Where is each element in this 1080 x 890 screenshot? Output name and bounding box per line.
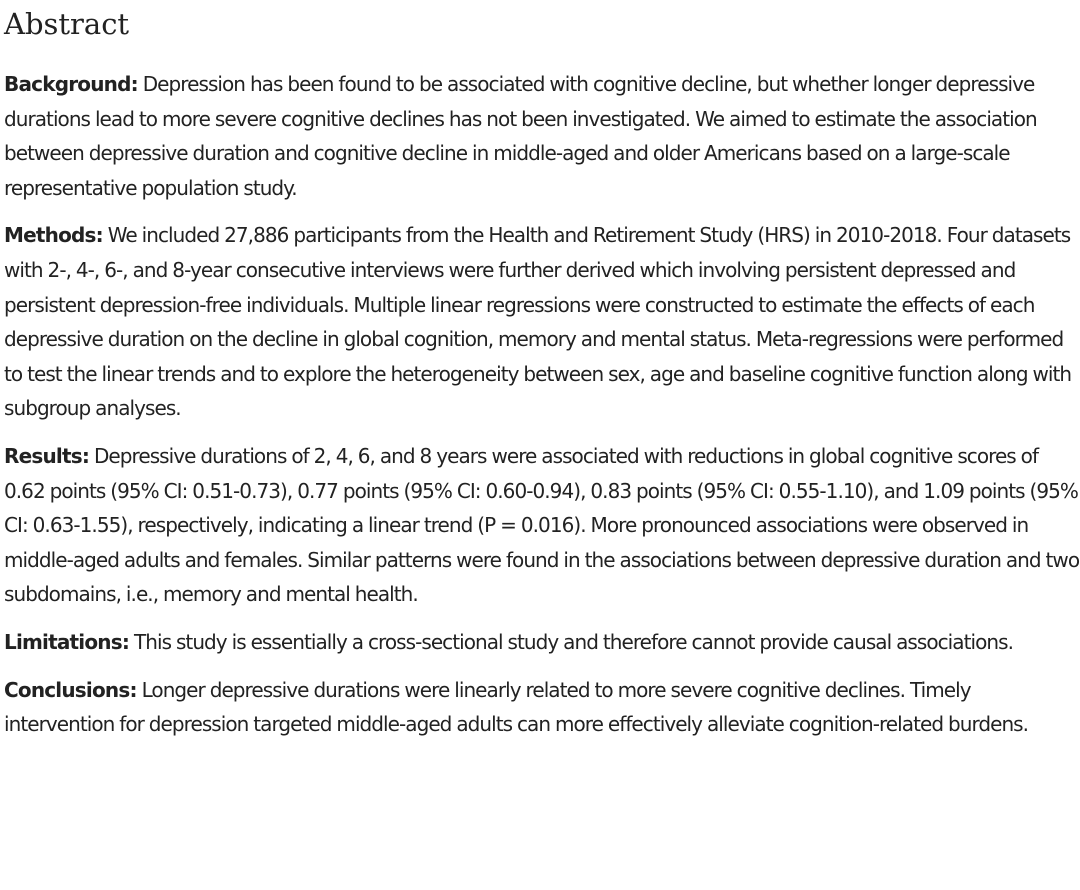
background-paragraph [4,67,1080,205]
abstract-section [4,0,1080,742]
limitations-paragraph [4,625,1080,660]
results-text: Depressive durations of 2, 4, 6, and 8 years were associated with reductions in global cognitive scores of 0.62 points (95% CI: 0.51-0.73), 0.77 points (95% CI: 0.60-0.94), 0.83 points (95% CI: 0.55-1.10), and 1.09 points (95% CI: 0.63-1.55), respectively, indicating a linear trend (P = 0.016). More pronounced associations were observed in middle-aged adults and females. Similar patterns were found in the associations between depressive duration and two subdomains, i.e., memory and mental health. [4,443,1080,607]
methods-text: We included 27,886 participants from the Health and Retirement Study (HRS) in 2010-2018. Four datasets with 2-, 4-, 6-, and 8-year consecutive interviews were further derived which involving persistent depressed and persistent depression-free individuals. Multiple linear regressions were constructed to estimate the effects of each depressive duration on the decline in global cognition, memory and mental status. Meta-regressions were performed to test the linear trends and to explore the heterogeneity between sex, age and baseline cognitive function along with subgroup analyses. [4,223,1072,421]
conclusions-label: Conclusions: [4,677,137,702]
methods-paragraph [4,218,1080,426]
limitations-text: This study is essentially a cross-sectional study and therefore cannot provide causal associations. [133,629,1013,654]
limitations-label: Limitations: [4,629,130,654]
conclusions-text: Longer depressive durations were linearly related to more severe cognitive declines. Timely intervention for depression targeted middle-aged adults can more effectively alleviate cognition-related burdens. [4,677,1029,737]
abstract-heading: Abstract [4,7,130,41]
methods-label: Methods: [4,223,103,248]
background-text: Depression has been found to be associated with cognitive decline, but whether longer depressive durations lead to more severe cognitive declines has not been investigated. We aimed to estimate the association between depressive duration and cognitive decline in middle-aged and older Americans based on a large-scale representative population study. [4,72,1037,200]
background-label: Background: [4,72,138,96]
results-label: Results: [4,443,90,468]
results-paragraph [4,439,1080,612]
conclusions-paragraph [4,673,1080,742]
